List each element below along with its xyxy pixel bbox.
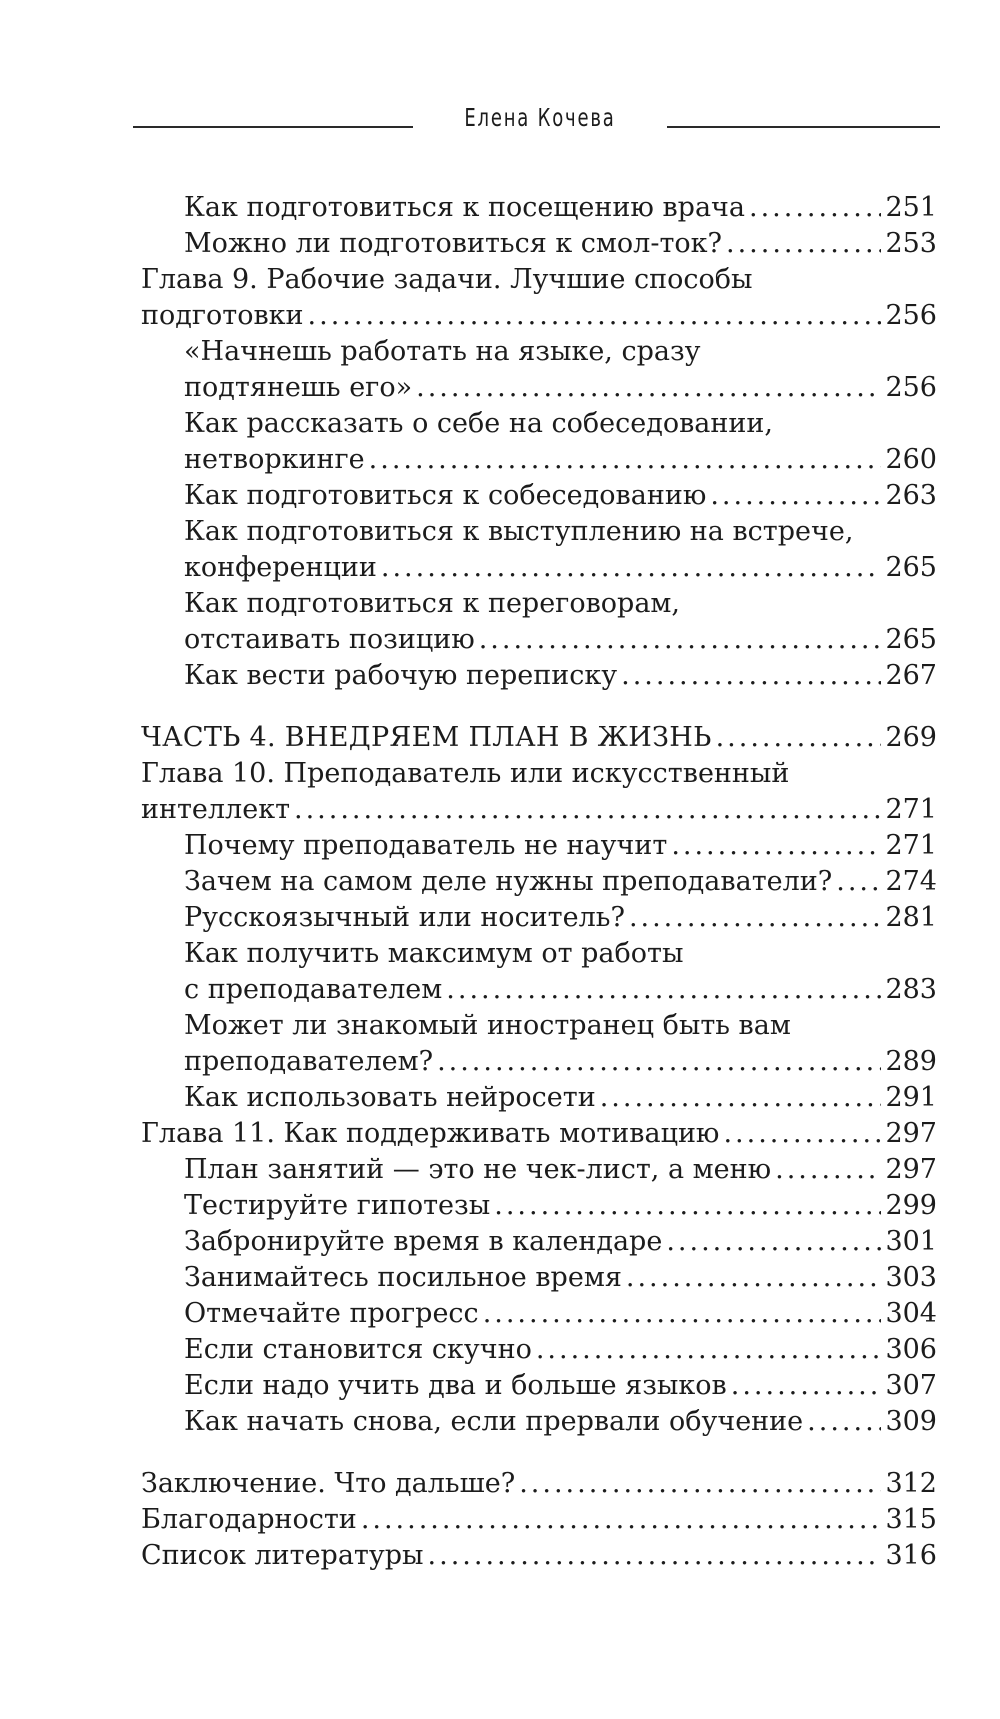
toc-entry-page: 312 [885,1468,937,1499]
toc-entry-title: Как подготовиться к собеседованию [184,480,707,511]
toc-entry-title: Как получить максимум от работы [184,938,684,969]
dot-leader [629,900,882,936]
toc-entry [184,1080,937,1116]
dot-leader [446,972,881,1008]
toc-entry-page: 265 [885,624,937,655]
toc-entry-page: 283 [885,974,937,1005]
toc-backmatter-entry [141,1538,937,1574]
toc-entry [184,226,937,262]
dot-leader [294,792,881,828]
toc-entry-title: Занимайтесь посильное время [184,1262,622,1293]
toc-chapter-entry [141,1116,937,1152]
toc-entry-title: Забронируйте время в календаре [184,1226,663,1257]
dot-leader [416,370,881,406]
toc-entry-page: 289 [885,1046,937,1077]
dot-leader [621,658,881,694]
toc-entry [184,1044,937,1080]
toc-entry [184,1368,937,1404]
toc-entry-title: Глава 10. Преподаватель или искусственный [141,758,790,789]
toc-entry-title: Как рассказать о себе на собеседовании, [184,408,773,439]
toc-entry-title: Как использовать нейросети [184,1082,596,1113]
toc-entry-page: 256 [885,372,937,403]
dot-leader [600,1080,882,1116]
toc-entry-title: Может ли знакомый иностранец быть вам [184,1010,791,1041]
toc-entry-title: «Начнешь работать на языке, сразу [184,336,701,367]
dot-leader [807,1404,881,1440]
toc-entry-page: 260 [885,444,937,475]
toc-entry-title: Список литературы [141,1540,424,1571]
toc-entry-page: 297 [885,1118,937,1149]
toc-entry-title: Если надо учить два и больше языков [184,1370,727,1401]
toc-entry [184,972,937,1008]
toc-entry [184,478,937,514]
toc-entry-title-cont: подтянешь его» [184,372,413,403]
dot-leader [437,1044,881,1080]
dot-leader [369,442,882,478]
toc-entry-title: Как подготовиться к выступлению на встрече, [184,516,854,547]
dot-leader [361,1502,882,1538]
header-rule-left [133,126,413,128]
toc-entry-title-cont: преподавателем? [184,1046,434,1077]
toc-entry-title: Как подготовиться к посещению врача [184,192,745,223]
dot-leader [428,1538,882,1574]
toc-entry-title: Тестируйте гипотезы [184,1190,491,1221]
toc-entry-title-line [184,936,937,972]
toc-entry-title-line [184,334,937,370]
toc-entry-page: 267 [885,660,937,691]
toc-entry [184,442,937,478]
toc-entry-title: Отмечайте прогресс [184,1298,479,1329]
dot-leader [710,478,881,514]
toc-entry-title-line [184,1008,937,1044]
toc-entry-page: 303 [885,1262,937,1293]
toc-chapter-title-line [141,262,937,298]
toc-entry-title-cont: с преподавателем [184,974,443,1005]
toc-entry-title: Можно ли подготовиться к смол-ток? [184,228,722,259]
toc-entry-title: Глава 11. Как поддерживать мотивацию [141,1118,720,1149]
toc-entry-page: 301 [885,1226,937,1257]
toc-entry-page: 265 [885,552,937,583]
dot-leader [716,720,882,756]
toc-entry [184,1260,937,1296]
toc-entry [184,1188,937,1224]
toc-part-entry [141,720,937,756]
toc-entry-title: План занятий — это не чек-лист, а меню [184,1154,772,1185]
toc-entry-page: 306 [885,1334,937,1365]
toc-entry-title-cont: конференции [184,552,377,583]
toc-backmatter-entry [141,1502,937,1538]
toc-entry-page: 281 [885,902,937,933]
toc-entry [184,1296,937,1332]
toc-chapter-title-line [141,756,937,792]
toc-entry-page: 304 [885,1298,937,1329]
dot-leader [775,1152,881,1188]
toc-entry-page: 299 [885,1190,937,1221]
dot-leader [479,622,882,658]
dot-leader [836,864,881,900]
toc-entry-title: Глава 9. Рабочие задачи. Лучшие способы [141,264,753,295]
toc-entry [141,298,937,334]
dot-leader [381,550,882,586]
toc-entry-title: Как вести рабочую переписку [184,660,618,691]
header-rule-right [667,126,940,128]
toc-entry [184,1152,937,1188]
dot-leader [671,828,881,864]
toc-entry [184,370,937,406]
toc-entry-page: 274 [885,866,937,897]
dot-leader [483,1296,882,1332]
toc-entry-title: Благодарности [141,1504,357,1535]
dot-leader [308,298,882,334]
toc-entry-page: 251 [885,192,937,223]
toc-entry-page: 315 [885,1504,937,1535]
toc-backmatter-entry [141,1466,937,1502]
toc-entry-title-line [184,406,937,442]
running-header [0,96,1000,140]
dot-leader [626,1260,882,1296]
toc-entry-page: 271 [885,794,937,825]
toc-entry [184,828,937,864]
toc-entry-title-cont: интеллект [141,794,291,825]
dot-leader [494,1188,881,1224]
toc-entry [184,658,937,694]
toc-entry-title: Русскоязычный или носитель? [184,902,625,933]
toc-entry-title: Как подготовиться к переговорам, [184,588,681,619]
toc-entry-page: 291 [885,1082,937,1113]
dot-leader [536,1332,882,1368]
author-name: Елена Кочева [464,103,616,132]
toc-entry-page: 269 [885,722,937,753]
toc-entry-page: 263 [885,480,937,511]
toc-entry [184,1224,937,1260]
dot-leader [666,1224,881,1260]
toc-entry-title-line [184,514,937,550]
toc-entry-title: Как начать снова, если прервали обучение [184,1406,804,1437]
toc-entry-title-line [184,586,937,622]
toc-entry-page: 271 [885,830,937,861]
toc-entry-title: Зачем на самом деле нужны преподаватели? [184,866,833,897]
toc-entry-page: 253 [885,228,937,259]
toc-entry [184,622,937,658]
dot-leader [723,1116,881,1152]
toc-entry-title-cont: отстаивать позицию [184,624,475,655]
dot-leader [749,190,881,226]
toc-entry [184,900,937,936]
toc-entry-page: 316 [885,1540,937,1571]
toc-entry-title: Заключение. Что дальше? [141,1468,516,1499]
dot-leader [519,1466,881,1502]
toc-entry-page: 256 [885,300,937,331]
toc-entry [184,550,937,586]
toc-entry-title: Почему преподаватель не научит [184,830,668,861]
toc-entry-title: Если становится скучно [184,1334,532,1365]
toc-entry [184,190,937,226]
toc-entry-page: 307 [885,1370,937,1401]
toc-entry [141,792,937,828]
toc-entry [184,864,937,900]
toc-entry-page: 297 [885,1154,937,1185]
toc-entry [184,1404,937,1440]
toc-entry [184,1332,937,1368]
dot-leader [726,226,881,262]
toc-entry-title: ЧАСТЬ 4. ВНЕДРЯЕМ ПЛАН В ЖИЗНЬ [141,722,712,753]
toc-entry-title-cont: подготовки [141,300,304,331]
toc-entry-title-cont: нетворкинге [184,444,365,475]
dot-leader [731,1368,882,1404]
toc-entry-page: 309 [885,1406,937,1437]
